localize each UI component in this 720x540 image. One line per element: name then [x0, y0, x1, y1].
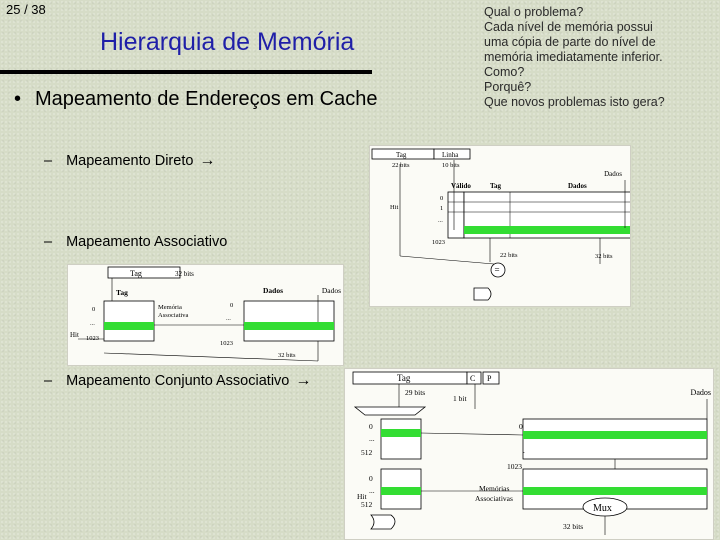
- assoc-dotsb: ...: [226, 315, 231, 322]
- direct-hit-label: Hit: [390, 204, 399, 211]
- assoc-tag-label: Tag: [130, 269, 142, 278]
- direct-bits22: 22 bits: [500, 252, 518, 259]
- assoc-row-lastb: 1023: [220, 340, 233, 347]
- item-set-associative-label: Mapeamento Conjunto Associativo: [66, 373, 290, 389]
- set-data-line-2: [523, 487, 707, 495]
- assoc-hit-label: Hit: [70, 331, 79, 339]
- set-data-line-1: [523, 431, 707, 439]
- assoc-data-line: [244, 322, 334, 330]
- arrow-right-icon: →: [295, 372, 312, 389]
- title-divider: [0, 70, 372, 74]
- note-line: Qual o problema?: [484, 5, 584, 19]
- set-dados-label: Dados: [690, 388, 711, 397]
- assoc-tag-bits: 32 bits: [175, 270, 194, 278]
- direct-tag-bits: 22 bits: [392, 162, 410, 169]
- item-set-associative-mapping: [44, 372, 311, 390]
- dash-icon: –: [44, 373, 53, 389]
- set-associative-diagram: [344, 368, 714, 540]
- assoc-mem2: Associativa: [158, 312, 189, 319]
- set-mux-label: Mux: [593, 503, 612, 514]
- set-row0b: 0: [519, 422, 523, 431]
- assoc-mem1: Memória: [158, 304, 182, 311]
- direct-row1: 1: [440, 205, 444, 212]
- set-tag-label: Tag: [397, 373, 411, 383]
- set-dotsb: .: [523, 446, 525, 455]
- set-dots: ...: [369, 434, 375, 443]
- set-mem2: Associativas: [475, 494, 513, 503]
- item-associative-label: Mapeamento Associativo: [66, 234, 228, 250]
- direct-dados-label: Dados: [604, 170, 622, 178]
- bullet-dot-icon: •: [14, 88, 22, 110]
- set-bits29: 29 bits: [405, 388, 426, 397]
- set-c-label: C: [470, 374, 476, 383]
- set-tag-line-2: [381, 487, 421, 495]
- set-row512: 512: [361, 448, 373, 457]
- assoc-row0: 0: [92, 306, 96, 313]
- assoc-dados-col: Dados: [263, 286, 284, 295]
- direct-tag-col: Tag: [490, 182, 502, 190]
- note-line: Que novos problemas isto gera?: [484, 95, 665, 109]
- direct-bits32: 32 bits: [595, 253, 613, 260]
- decoder-icon: [355, 407, 425, 415]
- direct-row-last: 1023: [432, 239, 445, 246]
- note-line: uma cópia de parte do nível de: [484, 35, 656, 49]
- assoc-row-last: 1023: [86, 335, 99, 342]
- item-direct-mapping: [44, 152, 215, 170]
- direct-dots: ...: [438, 217, 443, 224]
- direct-tag-label: Tag: [396, 151, 407, 159]
- set-tag-line-1: [381, 429, 421, 437]
- direct-valid-col: Válido: [451, 182, 471, 190]
- slide-title: Hierarquia de Memória: [100, 28, 355, 56]
- note-line: Cada nível de memória possui: [484, 20, 653, 34]
- arrow-right-icon: →: [199, 152, 216, 169]
- assoc-tag-line: [104, 322, 154, 330]
- note-line: Porquê?: [484, 80, 532, 94]
- main-bullet-text: Mapeamento de Endereços em Cache: [35, 88, 378, 110]
- direct-dados-col: Dados: [568, 182, 587, 190]
- direct-linha-label: Linha: [442, 151, 459, 159]
- set-bits32: 32 bits: [563, 522, 584, 531]
- set-row512b: 512: [361, 500, 373, 509]
- set-row1023: 1023: [507, 462, 522, 471]
- item-direct-label: Mapeamento Direto: [66, 153, 194, 169]
- associative-mapping-diagram: [67, 264, 344, 366]
- direct-eq: =: [494, 265, 500, 275]
- direct-mapping-diagram: [369, 145, 631, 307]
- dash-icon: –: [44, 153, 53, 169]
- or-gate-icon: [371, 515, 395, 529]
- notes-box: [484, 5, 719, 110]
- and-gate-icon: [474, 288, 491, 300]
- assoc-dados-label: Dados: [321, 286, 341, 295]
- set-row0: 0: [369, 422, 373, 431]
- set-hit-label: Hit: [357, 492, 367, 501]
- assoc-dots: ...: [90, 320, 95, 327]
- main-bullet: [14, 88, 377, 111]
- page-number: 25 / 38: [6, 2, 46, 17]
- direct-cache-line: [464, 226, 631, 234]
- set-p-label: P: [487, 374, 492, 383]
- set-mem1: Memórias: [479, 484, 510, 493]
- direct-row0: 0: [440, 195, 444, 202]
- set-bit1: 1 bit: [453, 394, 467, 403]
- item-associative-mapping: [44, 234, 227, 250]
- note-line: Como?: [484, 65, 525, 79]
- direct-linha-bits: 10 bits: [442, 162, 460, 169]
- set-dotsc: ...: [369, 486, 375, 495]
- dash-icon: –: [44, 234, 53, 250]
- assoc-bits32: 32 bits: [278, 352, 296, 359]
- set-row0c: 0: [369, 474, 373, 483]
- assoc-row0b: 0: [230, 302, 234, 309]
- note-line: memória imediatamente inferior.: [484, 50, 663, 64]
- assoc-inner-tag: Tag: [116, 288, 128, 297]
